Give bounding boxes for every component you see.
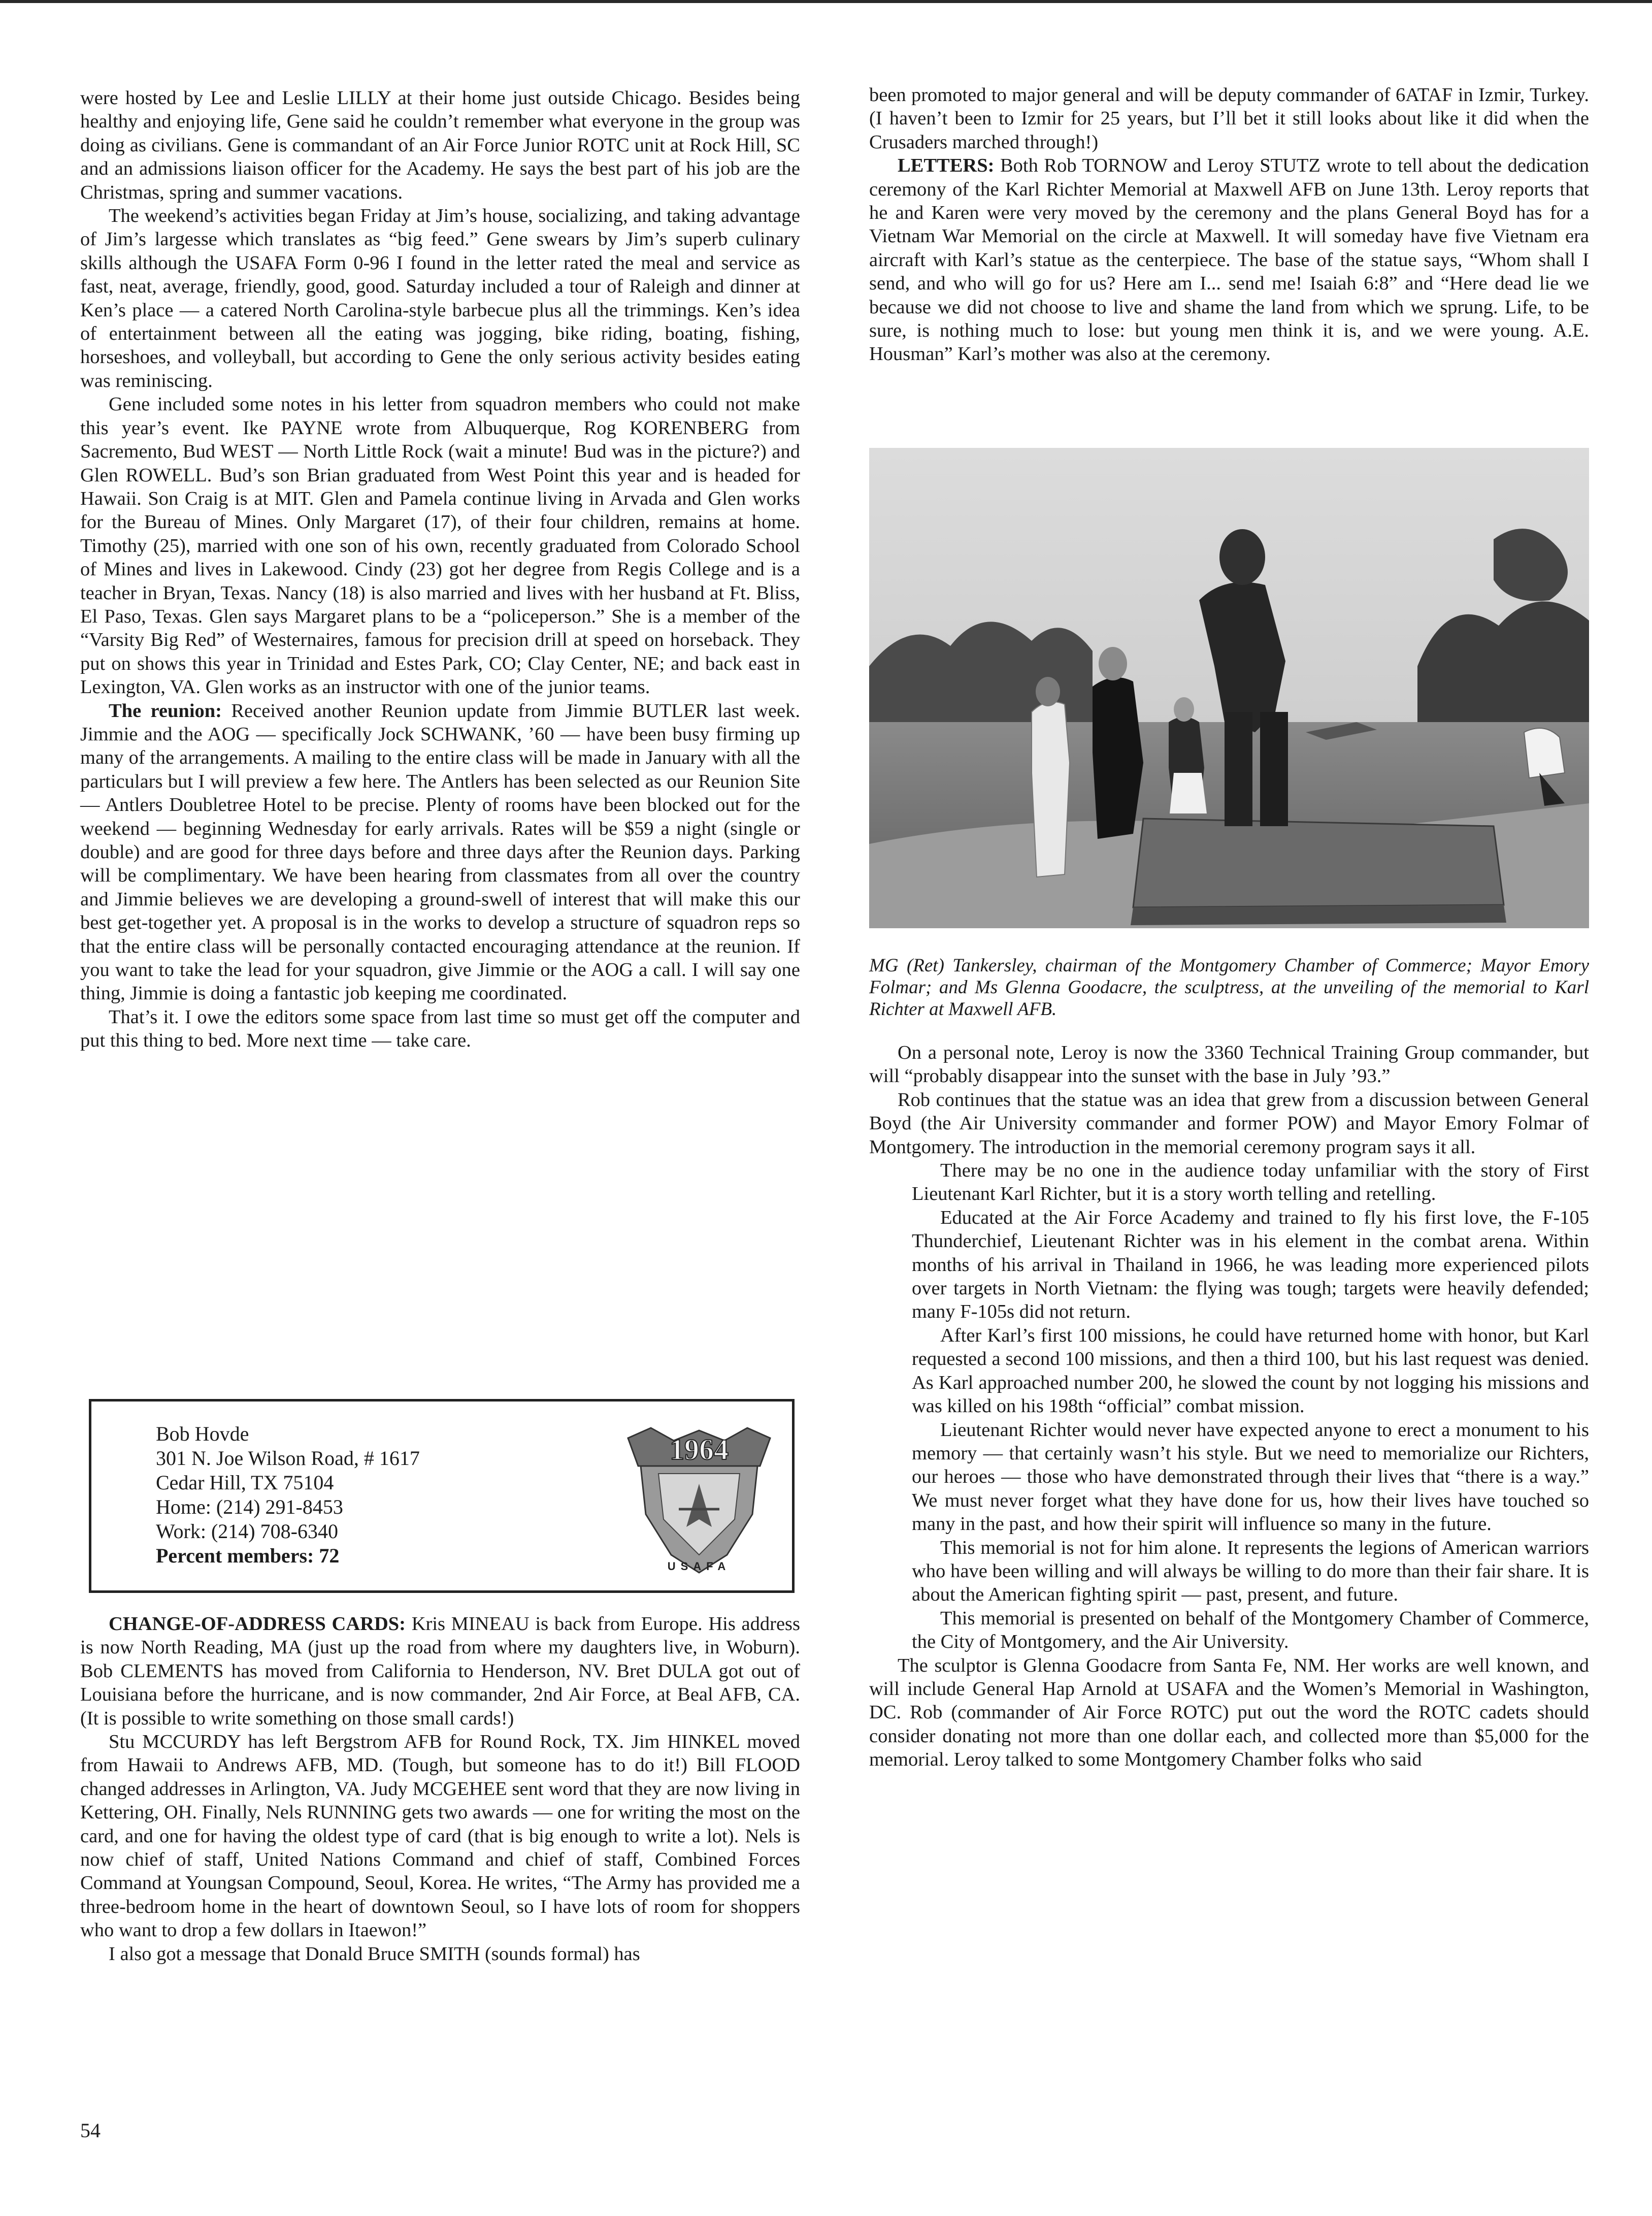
left-column [80, 86, 800, 1053]
paragraph-smith: I also got a message that Donald Bruce SMITH (sounds formal) has [109, 1943, 640, 1965]
paragraph-closing: That’s it. I owe the editors some space from last time so must get off the computer and put this thing to bed. More next time — take care. [80, 1006, 800, 1052]
address-cards-heading: CHANGE-OF-ADDRESS CARDS: [109, 1613, 406, 1635]
paragraph-personal-note: On a personal note, Leroy is now the 3360 Technical Training Group commander, but will “probably disappear into the sunset with the base in July ’93.” [869, 1042, 1589, 1087]
page-number: 54 [80, 2119, 101, 2142]
paragraph-squadron-notes: Gene included some notes in his letter from squadron members who could not make this year’s event. Ike PAYNE wrote from Albuquerque, Rog KORENBERG from Sacremento, Bud WEST — North Little Rock (wait a minute! Bud was in the picture?) and Glen ROWELL. Bud’s son Brian graduated from West Point this year and is headed for Hawaii. Son Craig is at MIT. Glen and Pamela continue living in Arvada and Glen works for the Bureau of Mines. Only Margaret (17), of their four children, remains at home. Timothy (25), married with one son of his own, recently graduated from Colorado School of Mines and lives in Lakewood. Cindy (23) got her degree from Regis College and is a teacher in Bryan, Texas. Nancy (18) is also married and lives with her husband at Ft. Bliss, El Paso, Texas. Glen says Margaret plans to be a “policeperson.” She is a member of the “Varsity Big Red” of Westernaires, famous for precision drill at speed on horseback. They put on shows this year in Trinidad and Estes Park, CO; Clay Center, NE; and back east in Lexington, VA. Glen works as an instructor with one of the junior teams. [80, 394, 800, 698]
class-contact-box [89, 1399, 795, 1593]
contact-work-phone: Work: (214) 708-6340 [156, 1520, 338, 1543]
paragraph-weekend: The weekend’s activities began Friday at Jim’s house, socializing, and taking advantage of Jim’s largesse which translates as “big feed.” Gene swears by Jim’s superb culinary skills although the USAFA Form 0-96 I found in the letter rated the meal and service as fast, neat, average, friendly, good, good. Saturday included a tour of Raleigh and dinner at Ken’s place — a catered North Carolina-style barbecue plus all the trimmings. Ken’s idea of entertainment between all the eating was jogging, bike riding, boating, fishing, horseshoes, and volleyball, but according to Gene the only serious activity besides eating was reminiscing. [80, 205, 800, 392]
quote-paragraph: Lieutenant Richter would never have expected anyone to erect a monument to his memory — that certainly wasn’t his style. But we need to memorialize our Richters, our heroes — those who have demonstrated through their lives that “there is a way.” We must never forget what they have done for us, how their lives have touched so many in the past, and how their spirit will influence so many in the future. [912, 1419, 1589, 1535]
paragraph-reunion [80, 699, 800, 1005]
reunion-heading: The reunion: [109, 700, 222, 722]
contact-home-phone: Home: (214) 291-8453 [156, 1495, 343, 1518]
crest-year: 1964 [670, 1433, 729, 1466]
quote-paragraph: This memorial is not for him alone. It represents the legions of American warriors who have been willing and will always be willing to do more than their fair share. It is about the American fighting spirit — past, present, and future. [912, 1537, 1589, 1606]
crest-letters: USAFA [667, 1560, 731, 1573]
photo-illustration [869, 448, 1589, 928]
letters-heading: LETTERS: [898, 155, 995, 177]
paragraph-statue-idea: Rob continues that the statue was an idea that grew from a discussion between General Boyd (the Air University commander and former POW) and Mayor Emory Folmar of Montgomery. The introduction in the memorial ceremony program says it all. [869, 1089, 1589, 1158]
quote-paragraph: This memorial is presented on behalf of the Montgomery Chamber of Commerce, the City of Montgomery, and the Air University. [912, 1607, 1589, 1653]
paragraph-sculptor: The sculptor is Glenna Goodacre from Santa Fe, NM. Her works are well known, and will include General Hap Arnold at USAFA and the Women’s Memorial in Washington, DC. Rob (commander of Air Force ROTC) put out the word the ROTC cadets should consider donating not more than one dollar each, and collected more than $5,000 for the memorial. Leroy talked to some Montgomery Chamber folks who said [869, 1654, 1589, 1771]
quote-paragraph: There may be no one in the audience today unfamiliar with the story of First Lieutenant Karl Richter, but it is a story worth telling and retelling. [912, 1160, 1589, 1205]
paragraph-promotion: been promoted to major general and will be deputy commander of 6ATAF in Izmir, Turkey. (I haven’t been to Izmir for 25 years, but I’ll bet it still looks about like it did when the Crusaders marched through!) [869, 84, 1589, 153]
left-column-lower [80, 1612, 800, 1966]
memorial-unveiling-photo [869, 448, 1589, 928]
letters-text: Both Rob TORNOW and Leroy STUTZ wrote to tell about the dedication ceremony of the Karl Richter Memorial at Maxwell AFB on June 13th. Leroy reports that he and Karen were very moved by the ceremony and the plans General Boyd has for a Vietnam War Memorial on the circle at Maxwell. It will someday have five Vietnam era aircraft with Karl’s statue as the centerpiece. The base of the statue says, “Whom shall I send, and who will go for us? Here am I... send me! Isaiah 6:8” and “Here dead lie we because we did not choose to live and shame the land from which we sprung. Life, to be sure, is nothing much to lose: but young men think it is, and we were young. A.E. Housman” Karl’s mother was also at the ceremony. [869, 155, 1590, 365]
paragraph-address-cards [80, 1612, 800, 1730]
contact-lines [156, 1422, 420, 1568]
photo-caption: MG (Ret) Tankersley, chairman of the Montgomery Chamber of Commerce; Mayor Emory Folmar; and Ms Glenna Goodacre, the sculptress, at the unveiling of the memorial to Karl Richter at Maxwell AFB. [869, 955, 1589, 1020]
contact-street: 301 N. Joe Wilson Road, # 1617 [156, 1447, 420, 1470]
quote-paragraph: Educated at the Air Force Academy and trained to fly his first love, the F-105 Thunderchief, Lieutenant Richter was in his element in the combat arena. Within months of his arrival in Thailand in 1966, he was leading more experienced pilots over targets in North Vietnam: the flying was tough; targets were heavily defended; many F-105s did not return. [912, 1207, 1589, 1323]
right-column-bottom [869, 1041, 1589, 1772]
contact-percent-members: Percent members: 72 [156, 1544, 340, 1567]
reunion-text: Received another Reunion update from Jimmie BUTLER last week. Jimmie and the AOG — specifically Jock SCHWANK, ’60 — have been busy firming up many of the arrangements. A mailing to the entire class will be made in January with all the particulars but I will preview a few here. The Antlers has been selected as our Reunion Site — Antlers Doubletree Hotel to be precise. Plenty of rooms have been blocked out for the weekend — beginning Wednesday for early arrivals. Rates will be $59 a night (single or double) and are good for three days before and three days after the Reunion days. Parking will be complimentary. We have been hearing from classmates from all over the country and Jimmie believes we are developing a ground-swell of interest that will make this our best get-together yet. A proposal is in the works to develop a structure of squadron reps so that the entire class will be personally contacted encouraging attendance at the reunion. If you want to take the lead for your squadron, give Jimmie or the AOG a call. I will say one thing, Jimmie is doing a fantastic job keeping me coordinated. [80, 700, 800, 1004]
contact-name: Bob Hovde [156, 1422, 249, 1445]
contact-city: Cedar Hill, TX 75104 [156, 1471, 334, 1494]
quote-paragraph: After Karl’s first 100 missions, he could have returned home with honor, but Karl requested a second 100 missions, and then a third 100, but his last request was denied. As Karl approached number 200, he slowed the count by not logging his missions and was killed on his 198th “official” combat mission. [912, 1324, 1589, 1417]
top-rule [0, 0, 1652, 3]
paragraph-mccurdy: Stu MCCURDY has left Bergstrom AFB for Round Rock, TX. Jim HINKEL moved from Hawaii to Andrews AFB, MD. (Tough, but someone has to do it!) Bill FLOOD changed addresses in Arlington, VA. Judy MCGEHEE sent word that they are now living in Kettering, OH. Finally, Nels RUNNING gets two awards — one for writing the most on the card, and one for having the oldest type of card (that is big enough to write a lot). Nels is now chief of staff, United Nations Command and chief of staff, Combined Forces Command at Youngsan Compound, Seoul, Korea. He writes, “The Army has provided me a three-bedroom home in the heart of downtown Seoul, so I have lots of room for shoppers who want to drop a few dollars in Itaewon!” [80, 1731, 800, 1941]
class-crest-icon [623, 1418, 775, 1580]
paragraph-letters [869, 154, 1589, 366]
address-cards-text: Kris MINEAU is back from Europe. His address is now North Reading, MA (just up the road from where my daughters live, in Woburn). Bob CLEMENTS has moved from California to Henderson, NV. Bret DULA got out of Louisiana before the hurricane, and is now commander, 2nd Air Force, at Beal AFB, CA. (It is possible to write something on those small cards!) [80, 1613, 800, 1729]
paragraph-hosted: were hosted by Lee and Leslie LILLY at their home just outside Chicago. Besides being healthy and enjoying life, Gene said he couldn’t remember what everyone in the group was doing as civilians. Gene is commandant of an Air Force Junior ROTC unit at Rock Hill, SC and an admissions liaison officer for the Academy. He says the best part of his job are the Christmas, spring and summer vacations. [80, 87, 800, 203]
right-column-top [869, 83, 1589, 366]
